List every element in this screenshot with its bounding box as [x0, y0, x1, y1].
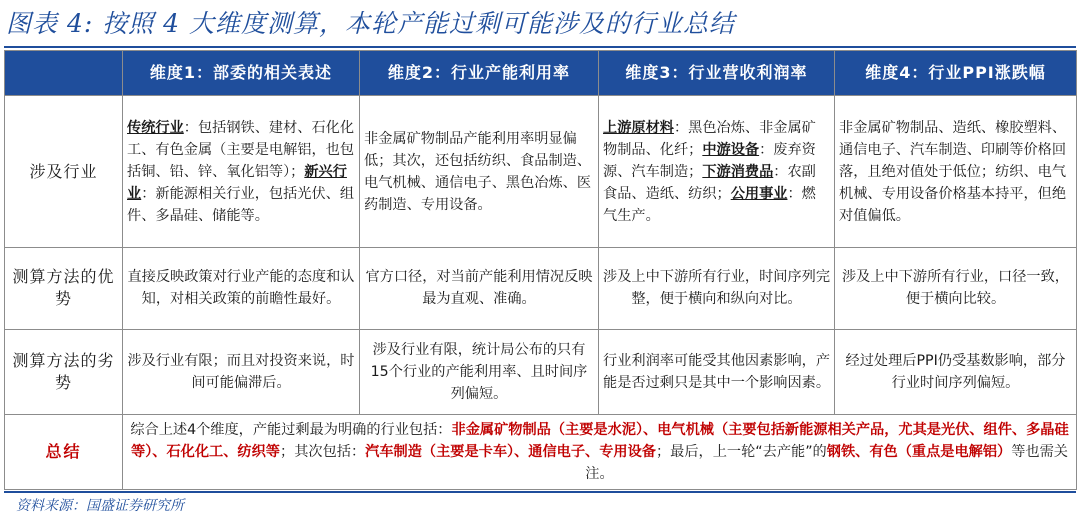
cell-disadvantages-d4: 经过处理后PPI仍受基数影响，部分行业时间序列偏短。: [835, 329, 1077, 414]
header-dimension-4: 维度4：行业PPI涨跌幅: [835, 51, 1077, 96]
text-upstream: ：黑色冶炼、非金属矿物制品、化纤；: [603, 119, 816, 158]
row-label-advantages: 测算方法的优势: [5, 248, 123, 329]
summary-text-4: 等也需关注。: [585, 443, 1068, 482]
source-note: 资料来源：国盛证券研究所: [16, 498, 184, 514]
table-row-summary: [5, 414, 1077, 489]
top-rule: [4, 46, 1076, 48]
header-corner: [5, 51, 123, 96]
text-downstream: ：农副食品、造纸、纺织；: [603, 163, 816, 202]
header-dimension-2: 维度2：行业产能利用率: [360, 51, 599, 96]
keyword-utilities: 公用事业: [730, 185, 788, 202]
keyword-traditional: 传统行业: [127, 119, 184, 136]
header-dimension-1: 维度1：部委的相关表述: [123, 51, 360, 96]
table-row-disadvantages: [5, 329, 1077, 414]
header-dimension-3: 维度3：行业营收利润率: [599, 51, 835, 96]
cell-advantages-d2: 官方口径，对当前产能利用情况反映最为直观、准确。: [360, 248, 599, 329]
row-label-summary: 总结: [5, 414, 123, 489]
cell-disadvantages-d3: 行业利润率可能受其他因素影响，产能是否过剩只是其中一个影响因素。: [599, 329, 835, 414]
cell-disadvantages-d2: 涉及行业有限，统计局公布的只有15个行业的产能利用率、且时间序列偏短。: [360, 329, 599, 414]
keyword-downstream: 下游消费品: [702, 163, 774, 180]
cell-summary: [123, 414, 1077, 489]
row-label-industries: 涉及行业: [5, 96, 123, 248]
keyword-upstream: 上游原材料: [603, 119, 674, 136]
header-row: [5, 51, 1077, 96]
summary-table: [4, 50, 1077, 490]
cell-industries-d4: 非金属矿物制品、造纸、橡胶塑料、通信电子、汽车制造、印刷等价格回落，且绝对值处于低位；纺织、电气机械、专用设备价格基本持平，但绝对值偏低。: [835, 96, 1077, 248]
cell-industries-d2: 非金属矿物制品产能利用率明显偏低；其次，还包括纺织、食品制造、电气机械、通信电子、黑色冶炼、医药制造、专用设备。: [360, 96, 599, 248]
summary-highlight-2: 汽车制造（主要是卡车）、通信电子、专用设备: [365, 443, 656, 460]
cell-industries-d1: [123, 96, 360, 248]
row-label-disadvantages: 测算方法的劣势: [5, 329, 123, 414]
keyword-midstream: 中游设备: [702, 141, 760, 158]
cell-industries-d3: [599, 96, 835, 248]
text-midstream: ：废弃资源、汽车制造；: [603, 141, 816, 180]
cell-advantages-d3: 涉及上中下游所有行业，时间序列完整，便于横向和纵向对比。: [599, 248, 835, 329]
text-emerging: ：新能源相关行业，包括光伏、组件、多晶硅、储能等。: [127, 185, 355, 224]
summary-highlight-1: 非金属矿物制品（主要是水泥）、电气机械（主要包括新能源相关产品，尤其是光伏、组件、多晶硅等）、石化化工、纺织等: [131, 421, 1069, 460]
summary-text-2: ；其次包括：: [280, 443, 366, 460]
keyword-emerging: 新兴行业: [127, 163, 347, 202]
cell-advantages-d1: 直接反映政策对行业产能的态度和认知，对相关政策的前瞻性最好。: [123, 248, 360, 329]
table-row-industries: [5, 96, 1077, 248]
chart-title: 图表 4: 按照 4 大维度测算，本轮产能过剩可能涉及的行业总结: [6, 9, 736, 38]
table-row-advantages: [5, 248, 1077, 329]
text-traditional: ：包括钢铁、建材、石化化工、有色金属（主要是电解铝，也包括铜、铅、锌、氧化铝等）；: [127, 119, 355, 180]
cell-advantages-d4: 涉及上中下游所有行业，口径一致，便于横向比较。: [835, 248, 1077, 329]
summary-highlight-3: 钢铁、有色（重点是电解铝）: [826, 443, 1012, 460]
cell-disadvantages-d1: 涉及行业有限；而且对投资来说，时间可能偏滞后。: [123, 329, 360, 414]
summary-text-3: ；最后，上一轮“去产能”的: [655, 443, 827, 460]
summary-text-1: 综合上述4个维度，产能过剩最为明确的行业包括：: [130, 421, 452, 438]
text-utilities: ：燃气生产。: [603, 185, 816, 224]
